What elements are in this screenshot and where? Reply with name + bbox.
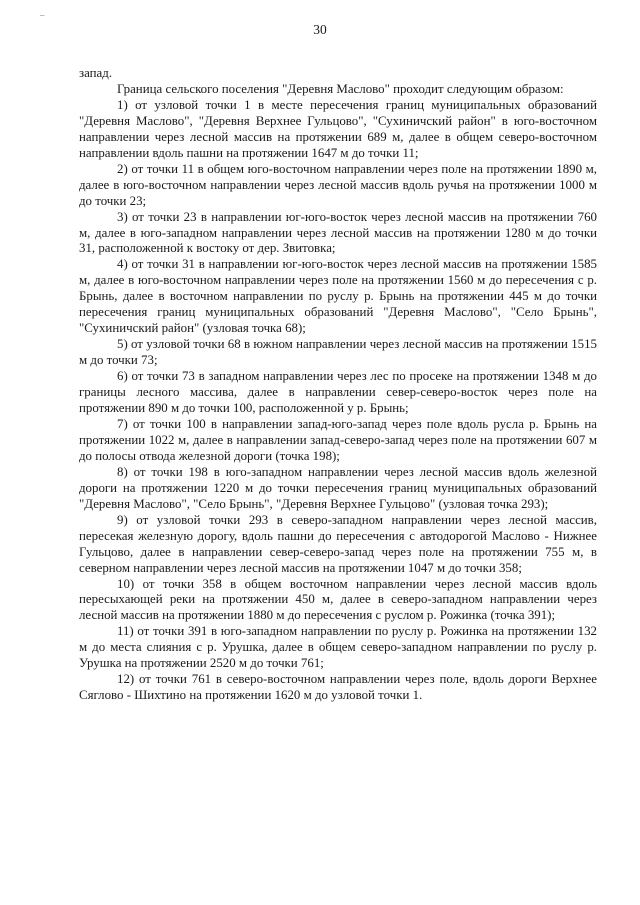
scan-corner-mark: – (40, 10, 45, 20)
paragraph-continuation: запад. (79, 66, 113, 80)
paragraph-item-10: 10) от точки 358 в общем восточном направлении через лесной массив вдоль пересыхающей реки на протяжении 450 м, далее в северо-западном направлении через лесной массив на протяжении 1880 м до пересечения с руслом р. Рожинка (точка 391); (79, 576, 597, 623)
paragraph-item-11: 11) от точки 391 в юго-западном направлении по руслу р. Рожинка на протяжении 132 м до места слияния с р. Урушка, далее в общем северо-западном направлении по руслу р. Урушка на протяжении 2520 м до точки 761; (79, 624, 597, 671)
paragraph-item-12: 12) от точки 761 в северо-восточном направлении через поле, вдоль дороги Верхнее Сяглово - Шихтино на протяжении 1620 м до узловой точки 1. (79, 672, 597, 703)
paragraph-item-7: 7) от точки 100 в направлении запад-юго-запад через поле вдоль русла р. Брынь на протяжении 1022 м, далее в направлении запад-северо-запад через поле на протяжении 607 м до полосы отвода железной дороги (точка 198); (79, 416, 597, 463)
document-body (79, 66, 597, 704)
paragraph-item-2: 2) от точки 11 в общем юго-восточном направлении через поле на протяжении 1890 м, далее в юго-восточном направлении через лесной массив вдоль ручья на протяжении 1000 м до точки 23; (79, 161, 597, 208)
paragraph-item-1: 1) от узловой точки 1 в месте пересечения границ муниципальных образований "Деревня Маслово", "Деревня Верхнее Гульцово", "Сухиничский район" в юго-восточном направлении через лесной массив на протяжении 689 м, далее в общем северо-восточном направлении вдоль пашни на протяжении 1647 м до точки 11; (79, 97, 597, 160)
paragraph-intro: Граница сельского поселения "Деревня Маслово" проходит следующим образом: (117, 81, 564, 96)
paragraph-item-4: 4) от точки 31 в направлении юг-юго-восток через лесной массив на протяжении 1585 м, далее в юго-восточном направлении через поле на протяжении 1560 м до пересечения с р. Брынь, далее в восточном направлении по руслу р. Брынь на протяжении 445 м до точки пересечения границ муниципальных образований "Деревня Маслово", "Село Брынь", "Сухиничский район" (узловая точка 68); (79, 257, 597, 336)
paragraph-item-9: 9) от узловой точки 293 в северо-западном направлении через лесной массив, пересекая железную дорогу, вдоль пашни до пересечения с автодорогой Маслово - Нижнее Гульцово, далее в направлении север-северо-запад через поле на протяжении 755 м, в северном направлении через лесной массив на протяжении 1047 м до точки 358; (79, 512, 597, 575)
page-number: 30 (313, 22, 327, 37)
paragraph-item-8: 8) от точки 198 в юго-западном направлении через лесной массив вдоль железной дороги на протяжении 1220 м до точки пересечения границ муниципальных образований "Деревня Маслово", "Село Брынь", "Деревня Верхнее Гульцово" (узловая точка 293); (79, 464, 597, 511)
paragraph-item-6: 6) от точки 73 в западном направлении через лес по просеке на протяжении 1348 м до границы лесного массива, далее в направлении север-северо-восток через поле на протяжении 890 м до точки 100, расположенной у р. Брынь; (79, 369, 597, 416)
paragraph-item-3: 3) от точки 23 в направлении юг-юго-восток через лесной массив на протяжении 760 м, далее в юго-западном направлении через лесной массив на протяжении 1280 м до точки 31, расположенной к востоку от дер. Звитовка; (79, 209, 597, 256)
paragraph-item-5: 5) от узловой точки 68 в южном направлении через лесной массив на протяжении 1515 м до точки 73; (79, 337, 597, 368)
